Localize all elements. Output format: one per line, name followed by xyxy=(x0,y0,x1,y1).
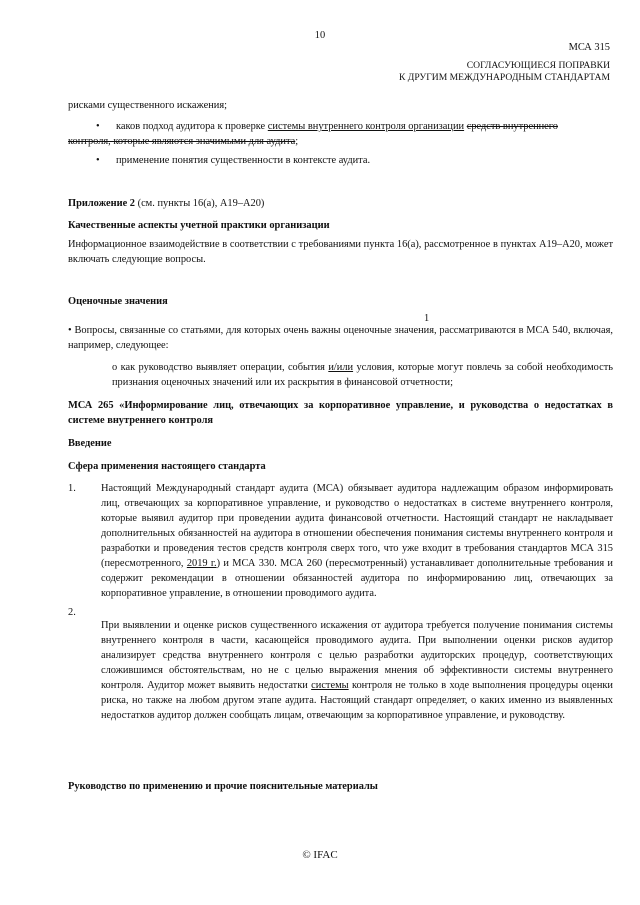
section-heading-application-guidance: Руководство по применению и прочие пояснительные материалы xyxy=(68,781,378,792)
appendix-heading: Приложение 2 (см. пункты 16(a), A19–A20) xyxy=(68,198,265,209)
margin-marker: 1 xyxy=(424,313,430,324)
paragraph-information-exchange: Информационное взаимодействие в соответствии с требованиями пункта 16(а), рассмотренное в пунктах A19–A20, может включать следующие вопросы. xyxy=(68,239,613,265)
running-header-line-2: К ДРУГИМ МЕЖДУНАРОДНЫМ СТАНДАРТАМ xyxy=(398,72,610,83)
section-heading-qualitative-aspects: Качественные аспекты учетной практики организации xyxy=(68,220,330,231)
deleted-text: контроля, которые являются значимыми для аудита xyxy=(68,136,296,147)
inserted-text: системы внутреннего контроля организации xyxy=(267,121,465,132)
running-header-line-1: СОГЛАСУЮЩИЕСЯ ПОПРАВКИ xyxy=(466,60,610,71)
bullet-item-approach: каков подход аудитора к проверке системы внутреннего контроля организации средств внутреннего xyxy=(116,121,558,132)
footer-copyright: © IFAC xyxy=(302,849,338,861)
paragraph-number-1: 1. xyxy=(68,483,76,494)
standard-title-isa265: МСА 265 «Информирование лиц, отвечающих за корпоративное управление, и руководства о недостатках в системе внутреннего контроля xyxy=(68,400,613,426)
inserted-text: и/или xyxy=(328,362,354,373)
continuation-text: рисками существенного искажения; xyxy=(68,100,227,111)
document-code: МСА 315 xyxy=(568,42,610,53)
page-number: 10 xyxy=(314,30,326,41)
paragraph-number-2: 2. xyxy=(68,607,76,618)
bullet-item-approach-continuation: контроля, которые являются значимыми для аудита; xyxy=(68,136,299,147)
section-heading-scope: Сфера применения настоящего стандарта xyxy=(68,461,266,472)
inserted-text: системы xyxy=(311,680,349,691)
bullet-marker: • xyxy=(96,155,100,166)
deleted-text: средств внутреннего xyxy=(466,121,558,132)
section-heading-introduction: Введение xyxy=(68,438,112,449)
bullet-item-materiality: применение понятия существенности в контексте аудита. xyxy=(116,155,371,166)
bullet-marker: • xyxy=(96,121,100,132)
bullet-item-estimates: • Вопросы, связанные со статьями, для которых очень важны оценочные значения, рассматриваются в МСА 540, включая, например, следующее: xyxy=(68,325,613,351)
paragraph-2: При выявлении и оценке рисков существенного искажения от аудитора требуется получение понимания системы внутреннего контроля в части, касающейся проводимого аудита. При выполнении оценки рисков аудитор анализирует средства внутреннего контроля с целью разработки аудиторских процедур, соответствующих сложившимся обстоятельствам, но не с целью выражения мнения об эффективности системы внутреннего контроля. Аудитор может выявить недостатки системы контроля не только в ходе выполнения процедуры оценки риска, но также на любом другом этапе аудита. Настоящий стандарт определяет, о каких именно из выявленных недостатков аудитор должен сообщать лицам, отвечающим за корпоративное управление, и руководству. xyxy=(101,620,613,721)
inserted-text: 2019 г. xyxy=(186,558,217,569)
sub-item-estimates: о как руководство выявляет операции, события и/или условия, которые могут повлечь за собой необходимость признания оценочных значений или их раскрытия в финансовой отчетности; xyxy=(112,362,613,388)
section-heading-estimates: Оценочные значения xyxy=(68,296,168,307)
paragraph-1: Настоящий Международный стандарт аудита (МСА) обязывает аудитора надлежащим образом информировать лиц, отвечающих за корпоративное управление, и руководство о недостатках в системе внутреннего контроля, которые выявил аудитор при проведении аудита финансовой отчетности. Настоящий стандарт не накладывает дополнительных обязанностей на аудитора в отношении обеспечения понимания системы внутреннего контроля и разработки и проведения тестов средств контроля сверх того, что уже входит в требования стандартов МСА 315 (пересмотренного, 2019 г.) и МСА 330. МСА 260 (пересмотренный) устанавливает дополнительные требования и содержит рекомендации в отношении обязанностей аудитора по информированию лиц, отвечающих за корпоративное управление, в отношении проводимого аудита. xyxy=(101,483,613,599)
